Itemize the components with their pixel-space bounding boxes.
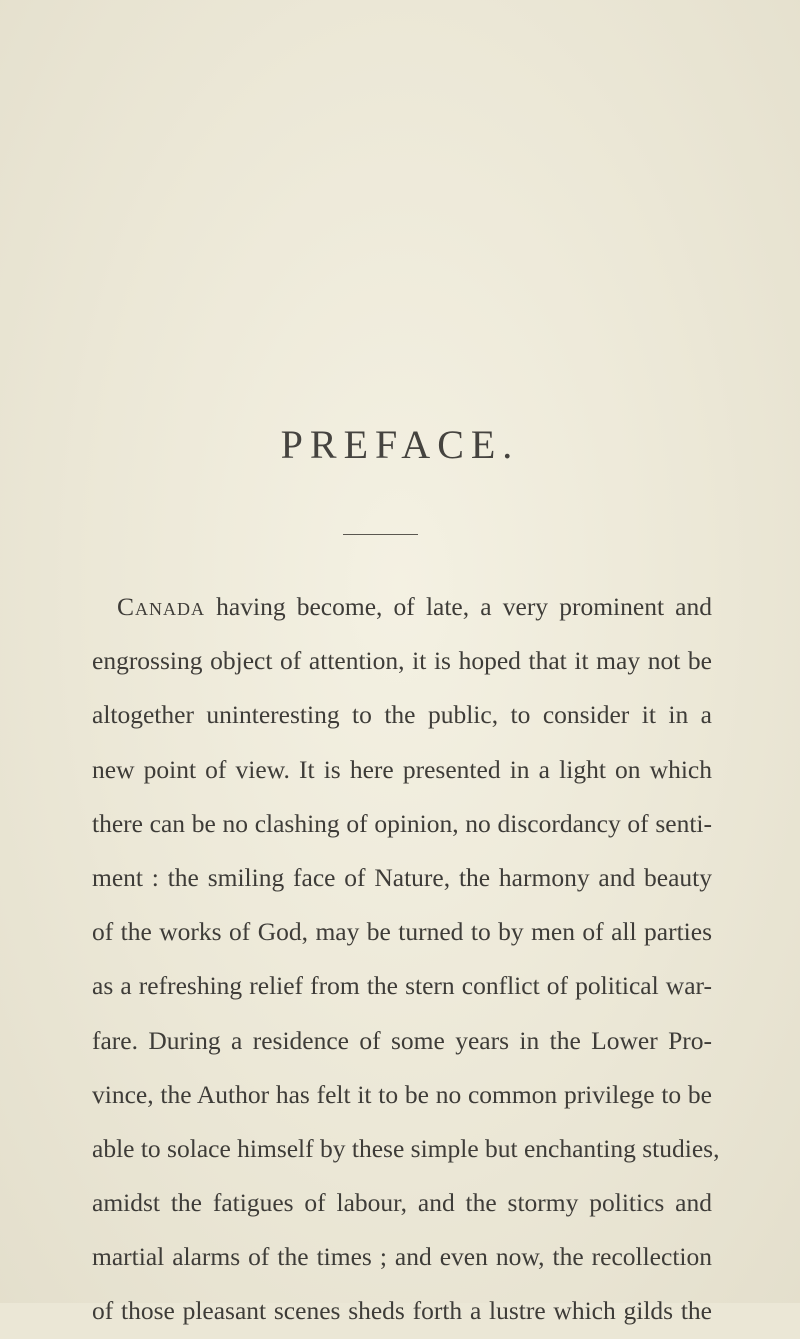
text-line: there can be no clashing of opinion, no discordancy of senti- bbox=[92, 808, 712, 838]
text-line: able to solace himself by these simple but enchanting studies, bbox=[92, 1133, 720, 1163]
text-line: vince, the Author has felt it to be no common privilege to be bbox=[92, 1079, 712, 1109]
text-line: of the works of God, may be turned to by men of all parties bbox=[92, 917, 712, 947]
text-line: of those pleasant scenes sheds forth a lustre which gilds the bbox=[92, 1296, 712, 1326]
text-line: martial alarms of the times ; and even now, the recollection bbox=[92, 1242, 712, 1272]
text-line-content: having become, of late, a very prominent and bbox=[205, 592, 712, 621]
text-line bbox=[92, 580, 712, 634]
text-line: as a refreshing relief from the stern conflict of political war- bbox=[92, 971, 712, 1001]
text-line: altogether uninteresting to the public, to consider it in a bbox=[92, 700, 712, 730]
text-line: fare. During a residence of some years in the Lower Pro- bbox=[92, 1025, 712, 1055]
text-line: ment : the smiling face of Nature, the harmony and beauty bbox=[92, 862, 712, 892]
text-line: amidst the fatigues of labour, and the stormy politics and bbox=[92, 1188, 712, 1218]
title-divider bbox=[343, 534, 418, 535]
preface-body bbox=[92, 580, 720, 1339]
text-line: engrossing object of attention, it is hoped that it may not be bbox=[92, 646, 712, 676]
page-title: PREFACE. bbox=[280, 422, 520, 467]
first-word: Canada bbox=[117, 592, 206, 621]
text-line: new point of view. It is here presented in a light on which bbox=[92, 754, 712, 784]
